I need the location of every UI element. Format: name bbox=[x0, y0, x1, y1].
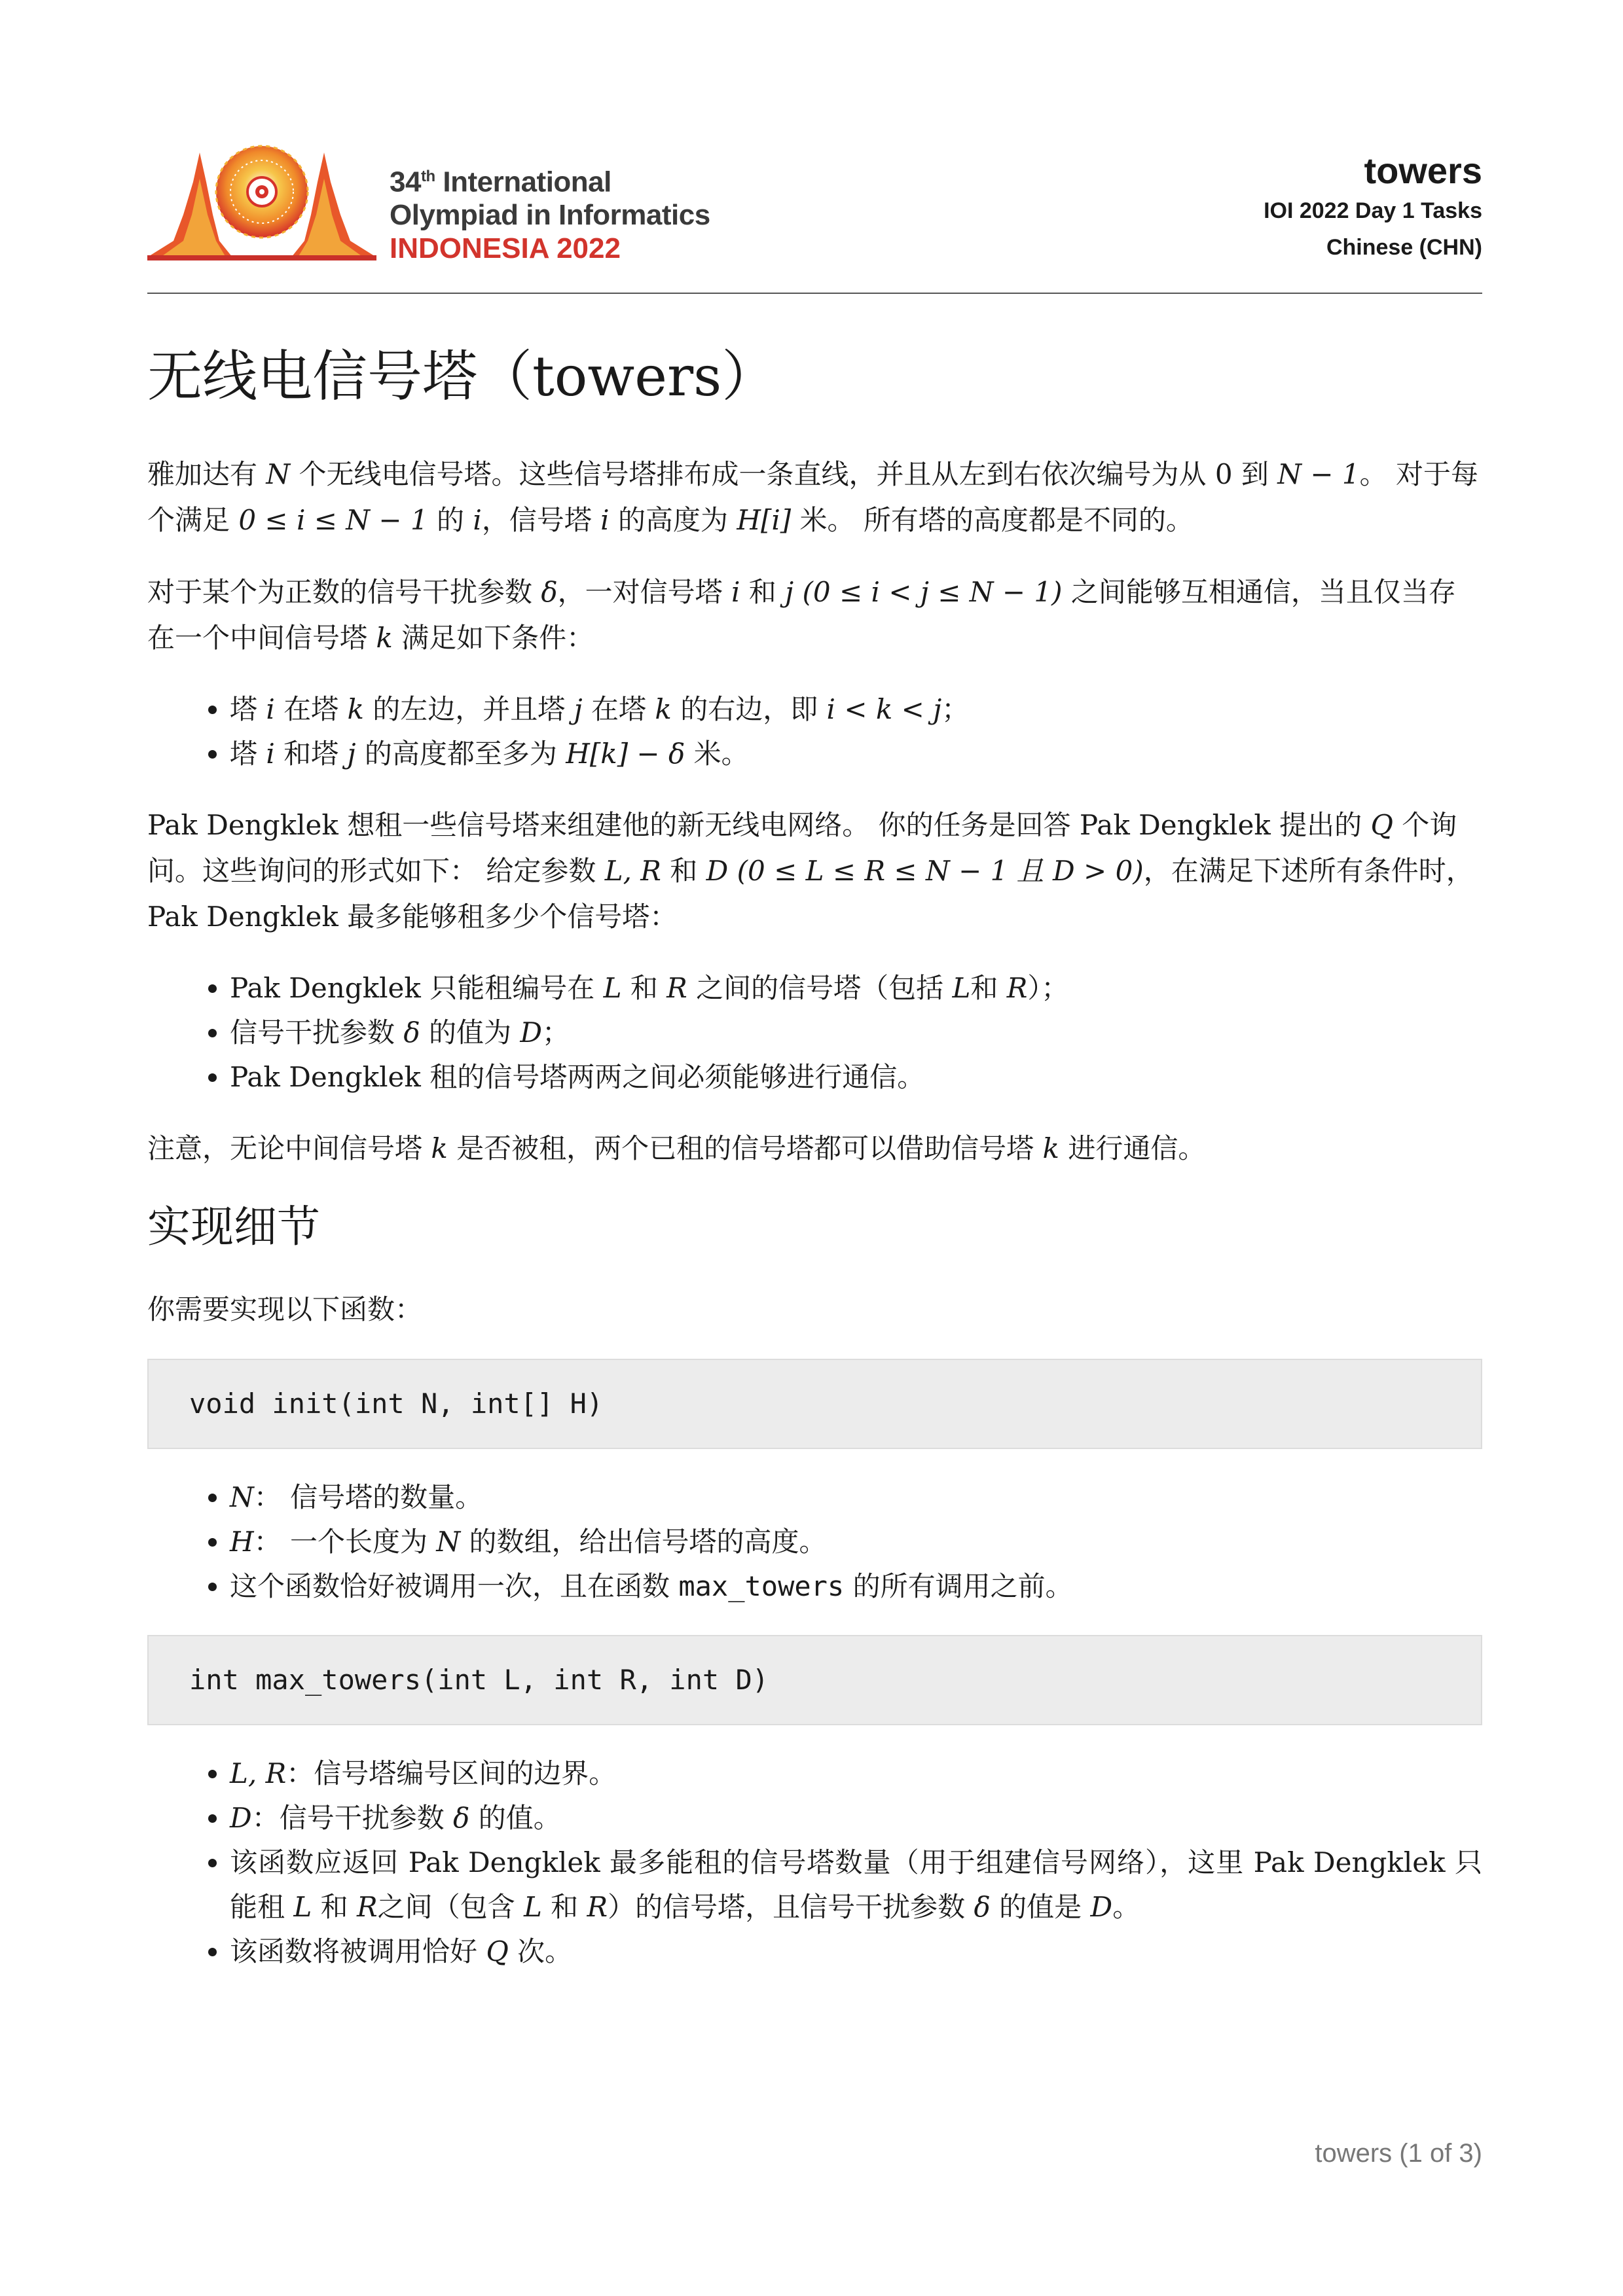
page-title: 无线电信号塔（towers） bbox=[147, 344, 777, 408]
list-item: • Pak Dengklek 租的信号塔两两之间必须能够进行通信。 bbox=[230, 1055, 1482, 1100]
query-conditions bbox=[147, 966, 1482, 1100]
list-item: • 该函数应返回 Pak Dengklek 最多能租的信号塔数量（用于组建信号网络），这里 Pak Dengklek 只能租 L 和 R之间（包含 L 和 R）的信号塔，且信号干扰参数 δ 的值是 D。 bbox=[230, 1840, 1482, 1929]
list-item: • Pak Dengklek 只能租编号在 L 和 R 之间的信号塔（包括 L和 R）； bbox=[230, 966, 1482, 1011]
task-header bbox=[1264, 149, 1482, 266]
language-label: Chinese (CHN) bbox=[1326, 235, 1482, 260]
query-paragraph: Pak Dengklek 想租一些信号塔来组建他的新无线电网络。 你的任务是回答 Pak Dengklek 提出的 Q 个询问。这些询问的形式如下： 给定参数 L, R 和 D (0 ≤ L ≤ R ≤ N − 1 且 D > 0)，在满足下述所有条件时，Pak Dengklek 最多能够租多少个信号塔： bbox=[147, 809, 1474, 933]
code-block-init: void init(int N, int[] H) bbox=[147, 1359, 1482, 1449]
ioi-logo bbox=[147, 143, 376, 264]
logo-wordmark: 34th International Olympiad in Informatics INDONESIA 2022 bbox=[390, 166, 710, 264]
list-item: • H： 一个长度为 N 的数组，给出信号塔的高度。 bbox=[230, 1520, 1482, 1564]
list-item: • 信号干扰参数 δ 的值为 D； bbox=[230, 1011, 1482, 1055]
list-item: • L, R：信号塔编号区间的边界。 bbox=[230, 1751, 1482, 1796]
communication-conditions bbox=[147, 687, 1482, 776]
ioi-emblem-icon bbox=[147, 143, 376, 264]
list-item: • 塔 i 和塔 j 的高度都至多为 H[k] − δ 米。 bbox=[230, 732, 1482, 776]
page-footer: towers (1 of 3) bbox=[1315, 2139, 1482, 2168]
code-block-max-towers: int max_towers(int L, int R, int D) bbox=[147, 1635, 1482, 1725]
intro-paragraph-1: 雅加达有 N 个无线电信号塔。这些信号塔排布成一条直线，并且从左到右依次编号为从 0 到 N − 1。 对于每个满足 0 ≤ i ≤ N − 1 的 i，信号塔 i 的高度为 H[i] 米。 所有塔的高度都是不同的。 bbox=[147, 458, 1478, 536]
note-paragraph: 注意，无论中间信号塔 k 是否被租，两个已租的信号塔都可以借助信号塔 k 进行通信。 bbox=[147, 1132, 1206, 1164]
list-item: • 塔 i 在塔 k 的左边，并且塔 j 在塔 k 的右边，即 i < k < j； bbox=[230, 687, 1482, 732]
contest-label: IOI 2022 Day 1 Tasks bbox=[1264, 198, 1482, 223]
list-item: • D：信号干扰参数 δ 的值。 bbox=[230, 1796, 1482, 1840]
max-towers-params bbox=[147, 1751, 1482, 1974]
header-divider bbox=[147, 293, 1482, 294]
task-name: towers bbox=[1364, 150, 1482, 191]
statement-body bbox=[147, 340, 1482, 2000]
list-item: • 该函数将被调用恰好 Q 次。 bbox=[230, 1929, 1482, 1974]
section-heading-implementation: 实现细节 bbox=[147, 1202, 320, 1252]
intro-paragraph-2: 对于某个为正数的信号干扰参数 δ，一对信号塔 i 和 j (0 ≤ i < j ≤ N − 1) 之间能够互相通信，当且仅当存在一个中间信号塔 k 满足如下条件： bbox=[147, 576, 1456, 654]
list-item: • N： 信号塔的数量。 bbox=[230, 1475, 1482, 1520]
implementation-intro: 你需要实现以下函数： bbox=[147, 1293, 423, 1325]
list-item: • 这个函数恰好被调用一次，且在函数 max_towers 的所有调用之前。 bbox=[230, 1564, 1482, 1609]
init-params bbox=[147, 1475, 1482, 1609]
